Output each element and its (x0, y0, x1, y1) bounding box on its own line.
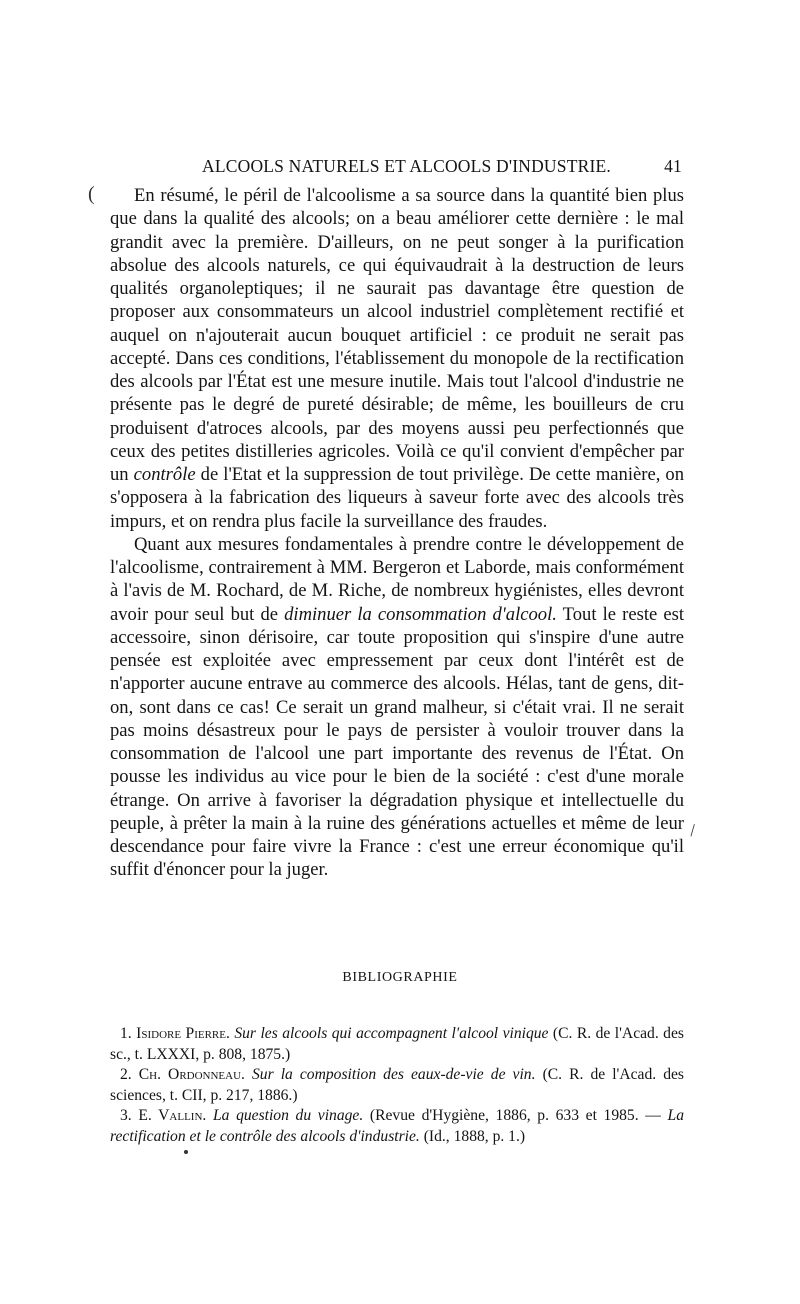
entry-title: La question du vinage. (212, 1107, 364, 1125)
running-title: ALCOOLS NATURELS ET ALCOOLS D'INDUSTRIE. (202, 156, 611, 176)
body-text (110, 184, 684, 882)
margin-bracket-mark: ( (88, 183, 95, 205)
bibliography-heading: BIBLIOGRAPHIE (342, 970, 458, 985)
entry-title-second: La rectification et le contrôle des alcools d'industrie. (110, 1107, 685, 1145)
entry-title: Sur la composition des eaux-de-vie de vin. (252, 1066, 536, 1084)
emphasis-diminuer: diminuer la consommation d'alcool. (284, 603, 557, 625)
margin-pencil-mark: \ (685, 820, 701, 840)
entry-details: (C. R. de l'Acad. des sc., t. LXXXI, p. 808, 1875.) (110, 1025, 684, 1063)
entry-details-second: (Id., 1888, p. 1.) (423, 1127, 526, 1145)
paragraph-measures: Quant aux mesures fondamentales à prendre contre le développement de l'alcoolisme, contrairement à MM. Bergeron et Laborde, mais conformément à l'avis de M. Rochard, de M. Riche, de nombreux hygiénistes, elles devront avoir pour seul but de diminuer la consommation d'alcool. Tout le reste est accessoire, sinon dérisoire, car toute proposition qui s'inspire d'une autre pensée est exploitée avec empressement par ceux dont l'intérêt est de n'apporter aucune entrave au commerce des alcools. Hélas, tant de gens, dit-on, sont dans ce cas! Ce serait un grand malheur, si c'était vrai. Il ne serait pas moins désastreux pour le pays de persister à vouloir trouver dans la consommation de l'alcool une part importante des revenus de l'État. On pousse les individus au vice pour le bien de la société : c'est d'une morale étrange. On arrive à favoriser la dégradation physique et intellectuelle du peuple, à prêter la main à la ruine des générations actuelles et même de leur descendance pour faire vivre la France : c'est une erreur économique qu'il suffit d'énoncer pour la juger. (110, 533, 685, 881)
bibliography-entry: 3. E. Vallin. La question du vinage. (Revue d'Hygiène, 1886, p. 633 et 1985. — La rectification et le contrôle des alcools d'industrie. (Id., 1888, p. 1.) (110, 1107, 685, 1145)
entry-author: E. Vallin. (138, 1107, 207, 1125)
running-header (110, 156, 684, 182)
stray-dot-mark (184, 1150, 188, 1154)
entry-author: Isidore Pierre. (136, 1025, 230, 1042)
bibliography-list (110, 1024, 684, 1148)
entry-details: (Revue d'Hygiène, 1886, p. 633 et 1985. — (369, 1107, 661, 1125)
entry-details: (C. R. de l'Acad. des sciences, t. CII, p. 217, 1886.) (110, 1066, 684, 1104)
bibliography-entry: 2. Ch. Ordonneau. Sur la composition des eaux-de-vie de vin. (C. R. de l'Acad. des sciences, t. CII, p. 217, 1886.) (110, 1066, 684, 1104)
entry-title: Sur les alcools qui accompagnent l'alcool vinique (234, 1025, 549, 1042)
page-number: 41 (664, 156, 682, 176)
emphasis-controle: contrôle (133, 464, 196, 485)
entry-author: Ch. Ordonneau. (138, 1066, 245, 1084)
paragraph-summary: En résumé, le péril de l'alcoolisme a sa source dans la quantité bien plus que dans la qualité des alcools; on a beau améliorer cette dernière : le mal grandit avec la première. D'ailleurs, on ne peut songer à la purification absolue des alcools naturels, ce qui équivaudrait à la destruction de leurs qualités organoleptiques; il ne saurait pas davantage être question de proposer aux consommateurs un alcool industriel complètement rectifié et auquel on n'ajouterait aucun bouquet artificiel : ce produit ne serait pas accepté. Dans ces conditions, l'établissement du monopole de la rectification des alcools par l'État est une mesure inutile. Mais tout l'alcool d'industrie ne présente pas le degré de pureté désirable; de même, les bouilleurs de cru produisent d'atroces alcools, par des moyens aussi peu perfectionnés que ceux des petites distilleries agricoles. Voilà ce qu'il convient d'empêcher par un contrôle de l'Etat et la suppression de tout privilège. De cette manière, on s'opposera à la fabrication des liqueurs à saveur forte avec des alcools très impurs, et on rendra plus facile la surveillance des fraudes. (110, 185, 684, 532)
bibliography-entry: 1. Isidore Pierre. Sur les alcools qui accompagnent l'alcool vinique (C. R. de l'Acad. des sc., t. LXXXI, p. 808, 1875.) (110, 1025, 684, 1063)
